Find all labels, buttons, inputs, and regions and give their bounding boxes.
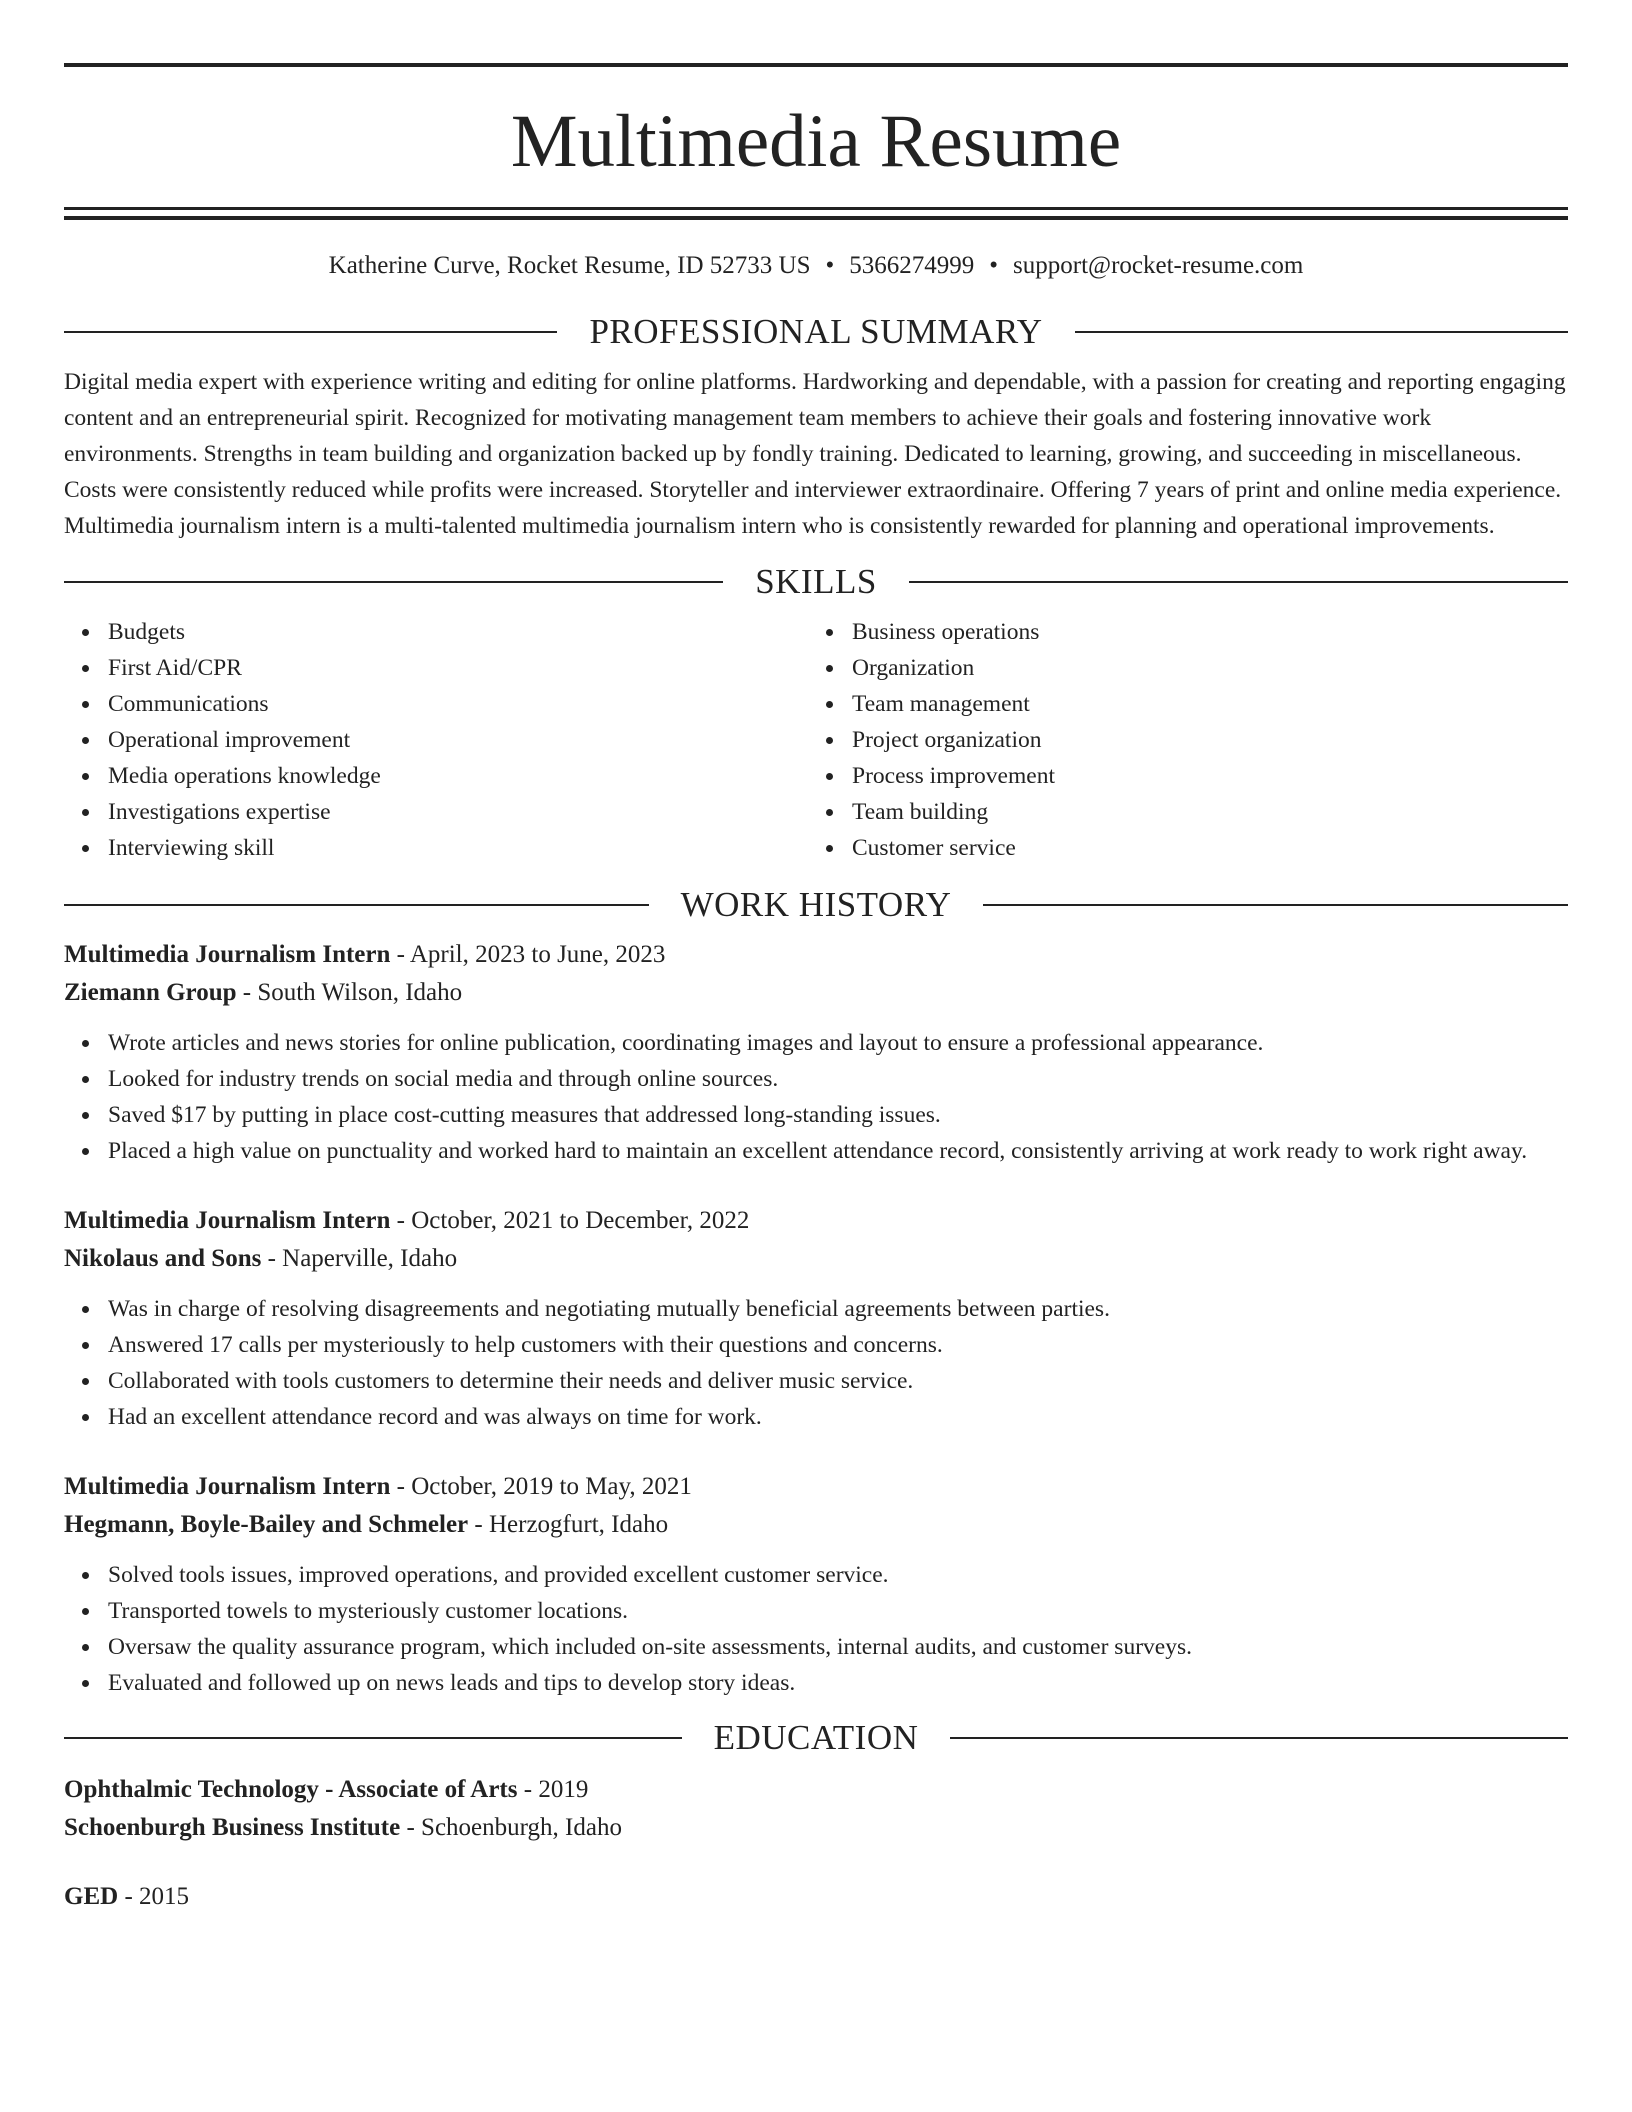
education-degree-line: GED - 2015 bbox=[64, 1883, 190, 1910]
job-bullet: Was in charge of resolving disagreements and negotiating mutually beneficial agreements between parties. bbox=[108, 1291, 1568, 1327]
contact-email: support@rocket-resume.com bbox=[1013, 252, 1304, 279]
job-bullets bbox=[64, 1291, 1568, 1435]
skill-item: Interviewing skill bbox=[108, 830, 808, 866]
job-bullet: Wrote articles and news stories for online publication, coordinating images and layout to ensure a professional appearance. bbox=[108, 1025, 1568, 1061]
skills-list bbox=[64, 614, 1568, 866]
job-dates: October, 2019 to May, 2021 bbox=[411, 1473, 692, 1500]
skill-item: Project organization bbox=[852, 722, 1055, 758]
education-degree: Ophthalmic Technology - Associate of Arts bbox=[64, 1776, 518, 1803]
title-double-rule bbox=[64, 207, 1568, 220]
skills-column-left bbox=[64, 614, 808, 866]
job-title-line: Multimedia Journalism Intern - October, 2019 to May, 2021 bbox=[64, 1473, 692, 1500]
skill-item: Process improvement bbox=[852, 758, 1055, 794]
job-bullet: Answered 17 calls per mysteriously to help customers with their questions and concerns. bbox=[108, 1327, 1568, 1363]
job-bullet: Collaborated with tools customers to determine their needs and deliver music service. bbox=[108, 1363, 1568, 1399]
job-company: Ziemann Group bbox=[64, 979, 237, 1006]
top-rule bbox=[64, 63, 1568, 67]
contact-separator: • bbox=[825, 252, 835, 279]
job-dates: October, 2021 to December, 2022 bbox=[411, 1207, 750, 1234]
skill-item: Team building bbox=[852, 794, 1055, 830]
job-entry bbox=[64, 936, 1568, 1169]
contact-separator: • bbox=[989, 252, 999, 279]
section-heading-education bbox=[64, 1718, 1568, 1758]
education-school: Schoenburgh Business Institute bbox=[64, 1814, 401, 1841]
skills-column-right bbox=[808, 614, 1055, 866]
section-title: WORK HISTORY bbox=[680, 885, 952, 924]
job-location: Herzogfurt, Idaho bbox=[488, 1511, 669, 1538]
education-year: 2015 bbox=[139, 1883, 190, 1910]
section-heading-work bbox=[64, 885, 1568, 925]
job-title-line: Multimedia Journalism Intern - October, 2021 to December, 2022 bbox=[64, 1207, 750, 1234]
skill-item: Organization bbox=[852, 650, 1055, 686]
education-degree: GED bbox=[64, 1883, 119, 1910]
section-title: SKILLS bbox=[755, 562, 877, 601]
skill-item: Investigations expertise bbox=[108, 794, 808, 830]
education-school-line: Schoenburgh Business Institute - Schoenburgh, Idaho bbox=[64, 1814, 622, 1841]
job-bullet: Saved $17 by putting in place cost-cutting measures that addressed long-standing issues. bbox=[108, 1097, 1568, 1133]
education-degree-line: Ophthalmic Technology - Associate of Arts - 2019 bbox=[64, 1776, 589, 1803]
education-year: 2019 bbox=[538, 1776, 589, 1803]
job-company-line: Hegmann, Boyle-Bailey and Schmeler - Herzogfurt, Idaho bbox=[64, 1511, 669, 1538]
summary-paragraph: Digital media expert with experience writing and editing for online platforms. Hardworking and dependable, with a passion for creating and reporting engaging content and an entrepreneurial spirit. Recognized for motivating management team members to achieve their goals and fostering innovative work environments. Strengths in team building and organization backed up by fondly training. Dedicated to learning, growing, and succeeding in miscellaneous. Costs were consistently reduced while profits were increased. Storyteller and interviewer extraordinaire. Offering 7 years of print and online media experience. Multimedia journalism intern is a multi-talented multimedia journalism intern who is consistently rewarded for planning and operational improvements. bbox=[64, 369, 1566, 539]
job-company: Hegmann, Boyle-Bailey and Schmeler bbox=[64, 1511, 469, 1538]
skill-item: First Aid/CPR bbox=[108, 650, 808, 686]
job-title: Multimedia Journalism Intern bbox=[64, 1473, 391, 1500]
skill-item: Media operations knowledge bbox=[108, 758, 808, 794]
job-bullets bbox=[64, 1557, 1568, 1701]
contact-address: Katherine Curve, Rocket Resume, ID 52733 US bbox=[328, 252, 811, 279]
job-bullets bbox=[64, 1025, 1568, 1169]
education-entry bbox=[64, 1878, 1568, 1916]
job-title: Multimedia Journalism Intern bbox=[64, 941, 391, 968]
job-entry bbox=[64, 1202, 1568, 1435]
skill-item: Team management bbox=[852, 686, 1055, 722]
section-heading-summary bbox=[64, 312, 1568, 352]
skill-item: Operational improvement bbox=[108, 722, 808, 758]
section-heading-skills bbox=[64, 562, 1568, 602]
job-bullet: Oversaw the quality assurance program, which included on-site assessments, internal audits, and customer surveys. bbox=[108, 1629, 1568, 1665]
education-location: Schoenburgh, Idaho bbox=[421, 1814, 622, 1841]
education-entry bbox=[64, 1771, 1568, 1847]
job-company: Nikolaus and Sons bbox=[64, 1245, 262, 1272]
resume-title: Multimedia Resume bbox=[510, 100, 1122, 183]
section-title: EDUCATION bbox=[713, 1718, 919, 1757]
job-location: South Wilson, Idaho bbox=[257, 979, 463, 1006]
skill-item: Communications bbox=[108, 686, 808, 722]
job-dates: April, 2023 to June, 2023 bbox=[409, 941, 666, 968]
job-bullet: Looked for industry trends on social media and through online sources. bbox=[108, 1061, 1568, 1097]
section-title: PROFESSIONAL SUMMARY bbox=[589, 312, 1043, 351]
job-bullet: Solved tools issues, improved operations, and provided excellent customer service. bbox=[108, 1557, 1568, 1593]
job-title-line: Multimedia Journalism Intern - April, 2023 to June, 2023 bbox=[64, 941, 666, 968]
job-company-line: Ziemann Group - South Wilson, Idaho bbox=[64, 979, 463, 1006]
skill-item: Customer service bbox=[852, 830, 1055, 866]
job-title: Multimedia Journalism Intern bbox=[64, 1207, 391, 1234]
job-bullet: Had an excellent attendance record and was always on time for work. bbox=[108, 1399, 1568, 1435]
resume-content bbox=[64, 0, 1568, 1916]
job-bullet: Evaluated and followed up on news leads and tips to develop story ideas. bbox=[108, 1665, 1568, 1701]
job-bullet: Transported towels to mysteriously customer locations. bbox=[108, 1593, 1568, 1629]
job-entry bbox=[64, 1468, 1568, 1701]
contact-phone: 5366274999 bbox=[849, 252, 975, 279]
job-bullet: Placed a high value on punctuality and worked hard to maintain an excellent attendance record, consistently arriving at work ready to work right away. bbox=[108, 1133, 1568, 1169]
skill-item: Business operations bbox=[852, 614, 1055, 650]
skill-item: Budgets bbox=[108, 614, 808, 650]
job-company-line: Nikolaus and Sons - Naperville, Idaho bbox=[64, 1245, 458, 1272]
job-location: Naperville, Idaho bbox=[282, 1245, 458, 1272]
contact-line bbox=[64, 251, 1568, 281]
